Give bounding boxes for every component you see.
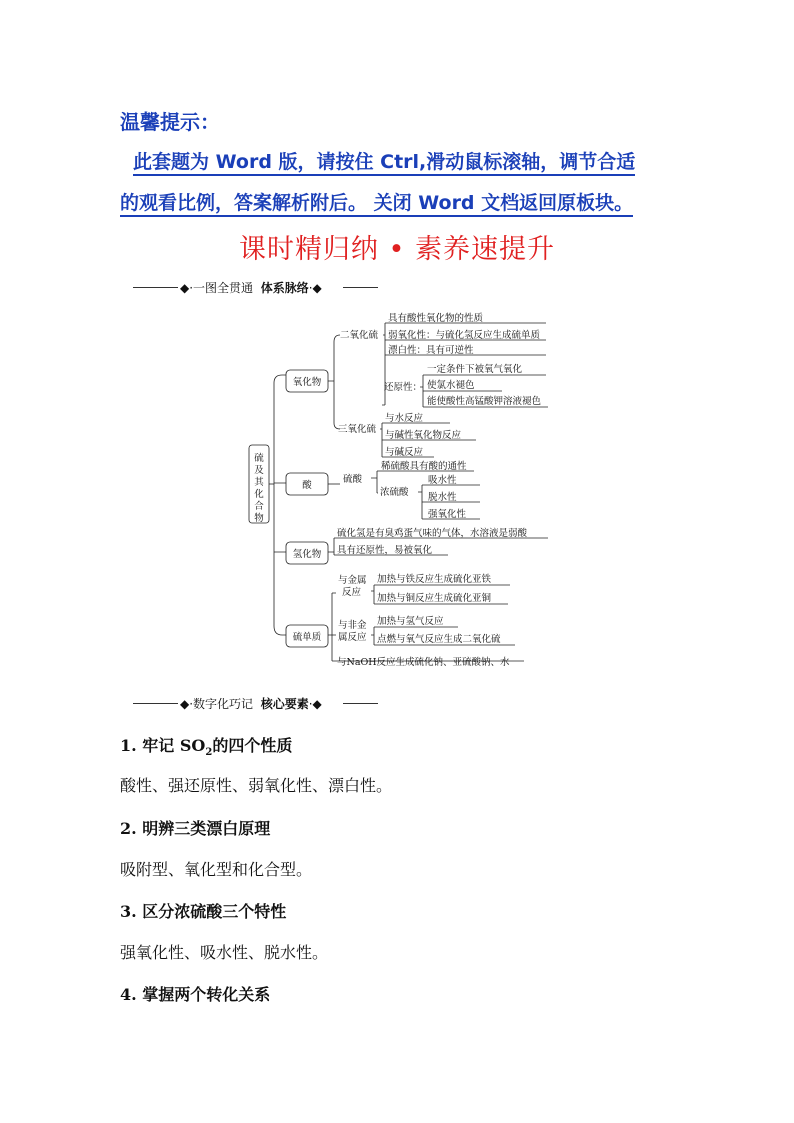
- metal-item: 加热与铁反应生成硫化亚铁: [377, 574, 492, 585]
- reducing-item: 一定条件下被氧气氧化: [427, 364, 523, 375]
- naoh-item: 与NaOH反应生成硫化钠、亚硫酸钠、水: [337, 657, 510, 668]
- svg-text:硫: 硫: [254, 453, 264, 464]
- node-conc: 浓硫酸: [380, 487, 409, 498]
- point-heading-2: 2. 明辨三类漂白原理: [120, 819, 271, 838]
- svg-text:及: 及: [254, 465, 264, 476]
- node-sulfur: 硫单质: [292, 632, 322, 643]
- concept-map: [240, 305, 560, 675]
- point-heading-3: 3. 区分浓硫酸三个特性: [120, 902, 287, 921]
- reducing-item: 使氯水褪色: [427, 380, 475, 391]
- point-heading-1: 1. 牢记 $SO_2$的四个性质: [120, 736, 293, 759]
- section-divider-1: ◆·一图全贯通 体系脉络·◆: [180, 281, 322, 295]
- divider-line-left: [133, 703, 178, 704]
- section-divider-2: ◆·数字化巧记 核心要素·◆: [180, 697, 322, 711]
- conc-item: 吸水性: [428, 475, 457, 486]
- node-metal: 与金属: [338, 575, 367, 586]
- svg-text:合: 合: [254, 501, 264, 512]
- point-text-2: 吸附型、氧化型和化合型。: [120, 860, 313, 879]
- divider-line-left: [133, 287, 178, 288]
- node-acid: 酸: [302, 480, 312, 491]
- so3-item: 与水反应: [385, 413, 424, 424]
- so3-item: 与碱性氧化物反应: [385, 430, 462, 441]
- divider-line-right: [343, 287, 378, 288]
- divider-line-right: [343, 703, 378, 704]
- node-sulfuric: 硫酸: [343, 474, 363, 485]
- tip-title: 温馨提示：: [120, 110, 220, 134]
- svg-text:其: 其: [254, 477, 264, 488]
- root-label: [254, 452, 264, 524]
- point-text-3: 强氧化性、吸水性、脱水性。: [120, 943, 329, 962]
- tip-line-2: 的观看比例，答案解析附后。 关闭 Word 文档返回原板块。: [120, 188, 633, 215]
- so3-item: 与碱反应: [385, 447, 424, 458]
- svg-text:化: 化: [254, 489, 264, 500]
- node-so2: 二氧化硫: [340, 330, 379, 341]
- node-hydride: 氢化物: [292, 549, 322, 560]
- nonmetal-item: 点燃与氧气反应生成二氧化硫: [377, 634, 501, 645]
- conc-item: 脱水性: [428, 492, 457, 503]
- reducing-item: 能使酸性高锰酸钾溶液褪色: [427, 396, 542, 407]
- hydride-item: 具有还原性，易被氧化: [337, 545, 433, 556]
- node-metal: 反应: [342, 587, 362, 598]
- so2-item: 弱氧化性：与硫化氢反应生成硫单质: [388, 330, 541, 341]
- point-text-1: 酸性、强还原性、弱氧化性、漂白性。: [120, 776, 393, 795]
- dilute-item: 稀硫酸具有酸的通性: [381, 461, 467, 472]
- tip-line-1: 此套题为 Word 版，请按住 Ctrl,滑动鼠标滚轴，调节合适: [133, 147, 635, 174]
- node-so3: 三氧化硫: [338, 424, 377, 435]
- hydride-item: 硫化氢是有臭鸡蛋气味的气体，水溶液是弱酸: [337, 528, 528, 539]
- page-title: 课时精归纳 • 素养速提升: [238, 234, 556, 265]
- metal-item: 加热与铜反应生成硫化亚铜: [377, 593, 492, 604]
- node-nonmetal: 属反应: [338, 632, 367, 643]
- node-nonmetal: 与非金: [338, 620, 367, 631]
- conc-item: 强氧化性: [428, 509, 467, 520]
- so2-item: 具有酸性氧化物的性质: [388, 313, 484, 324]
- node-reducing: 还原性：: [384, 382, 423, 393]
- nonmetal-item: 加热与氢气反应: [377, 616, 444, 627]
- svg-text:物: 物: [254, 513, 264, 524]
- so2-item: 漂白性：具有可逆性: [388, 345, 474, 356]
- point-heading-4: 4. 掌握两个转化关系: [120, 985, 271, 1004]
- node-oxide: 氧化物: [292, 377, 322, 388]
